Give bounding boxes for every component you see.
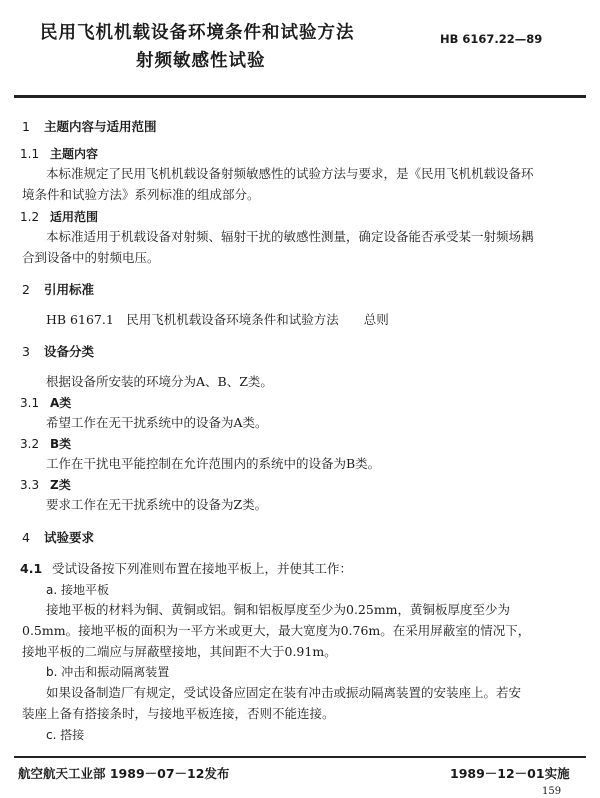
footer-rule xyxy=(14,756,586,758)
item-b-para-line1: 如果设备制造厂有规定，受试设备应固定在装有冲击或振动隔离装置的安装座上。若安 xyxy=(46,685,522,700)
section-1-2-heading xyxy=(20,209,98,225)
item-a-para-line3: 接地平板的二端应与屏蔽壁接地，其间距不大于0.91m。 xyxy=(22,644,337,659)
section-4-heading xyxy=(22,530,94,546)
issue-date: 航空航天工业部 1989－07－12发布 xyxy=(18,766,230,781)
section-3-heading xyxy=(22,344,94,360)
section-1-number: 1 xyxy=(22,119,30,134)
section-1-1-title: 主题内容 xyxy=(50,147,99,161)
normative-reference: HB 6167.1 民用飞机机载设备环境条件和试验方法 总则 xyxy=(46,312,389,327)
section-3-1-title: A类 xyxy=(50,396,72,410)
item-b-para-line2: 装座上备有搭接条时，与接地平板连接，否则不能连接。 xyxy=(22,706,335,721)
section-3-3-heading xyxy=(20,477,71,493)
section-3-2-number: 3.2 xyxy=(20,437,40,451)
section-3-number: 3 xyxy=(22,344,30,359)
document-title-line2: 射频敏感性试验 xyxy=(136,51,266,71)
document-title-line1: 民用飞机机载设备环境条件和试验方法 xyxy=(40,23,355,43)
section-1-heading xyxy=(22,119,157,135)
section-3-3-number: 3.3 xyxy=(20,478,40,492)
section-4-1-text: 受试设备按下列准则布置在接地平板上，并使其工作： xyxy=(52,561,353,576)
section-4-1-number: 4.1 xyxy=(20,561,43,576)
section-4-title: 试验要求 xyxy=(44,530,95,545)
effective-date: 1989－12－01实施 xyxy=(450,766,570,781)
section-3-3-para: 要求工作在无干扰系统中的设备为Z类。 xyxy=(46,497,268,512)
section-1-2-title: 适用范围 xyxy=(50,210,99,224)
section-3-2-para: 工作在干扰电平能控制在允许范围内的系统中的设备为B类。 xyxy=(46,456,381,471)
item-b-label: b. 冲击和振动隔离装置 xyxy=(46,665,170,679)
section-2-number: 2 xyxy=(22,282,30,297)
section-1-1-para-line2: 境条件和试验方法》系列标准的组成部分。 xyxy=(22,187,260,202)
section-1-2-para-line1: 本标准适用于机载设备对射频、辐射干扰的敏感性测量，确定设备能否承受某一射频场耦 xyxy=(46,229,534,244)
standard-code: HB 6167.22—89 xyxy=(440,32,543,46)
item-c-label: c. 搭接 xyxy=(46,728,85,742)
section-2-title: 引用标准 xyxy=(44,282,95,297)
item-a-para-line2: 0.5mm。接地平板的面积为一平方米或更大，最大宽度为0.76m。在采用屏蔽室的情况下， xyxy=(22,623,531,638)
section-3-1-heading xyxy=(20,395,71,411)
item-a-para-line1: 接地平板的材料为铜、黄铜或铝。铜和铝板厚度至少为0.25mm，黄铜板厚度至少为 xyxy=(46,602,511,617)
section-1-2-number: 1.2 xyxy=(20,210,40,224)
header-rule xyxy=(14,95,586,98)
section-3-2-heading xyxy=(20,436,71,452)
page-number: 159 xyxy=(542,786,562,797)
section-1-1-para-line1: 本标准规定了民用飞机机载设备射频敏感性的试验方法与要求，是《民用飞机机载设备环 xyxy=(46,166,534,181)
section-3-2-title: B类 xyxy=(50,437,72,451)
section-3-1-para: 希望工作在无干扰系统中的设备为A类。 xyxy=(46,415,268,430)
section-4-1-line xyxy=(20,561,352,577)
section-1-title: 主题内容与适用范围 xyxy=(44,119,157,134)
section-1-2-para-line2: 合到设备中的射频电压。 xyxy=(22,250,160,265)
section-3-para: 根据设备所安装的环境分为A、B、Z类。 xyxy=(46,374,273,389)
section-2-heading xyxy=(22,282,94,298)
item-a-label: a. 接地平板 xyxy=(46,583,109,597)
section-1-1-heading xyxy=(20,146,98,162)
section-4-number: 4 xyxy=(22,530,30,545)
section-3-title: 设备分类 xyxy=(44,344,95,359)
section-3-1-number: 3.1 xyxy=(20,396,40,410)
section-1-1-number: 1.1 xyxy=(20,147,40,161)
section-3-3-title: Z类 xyxy=(50,478,71,492)
